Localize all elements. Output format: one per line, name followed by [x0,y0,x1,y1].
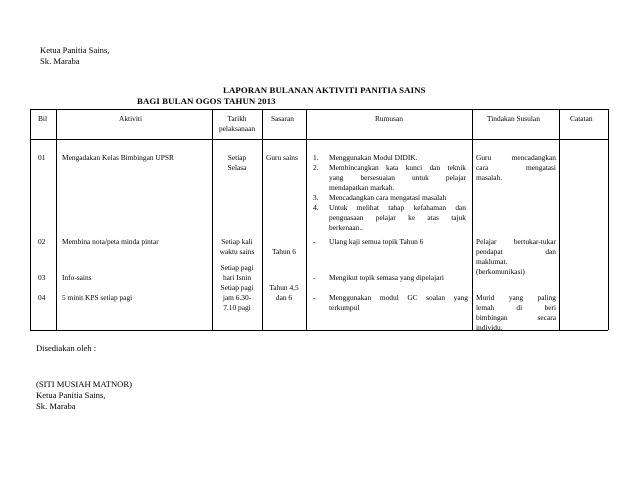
rumusan-item [313,153,468,163]
tindakan-line: (berkomunikasi) [476,267,525,276]
row2-rumusan: Ulang kaji semua topik Tahun 6 [329,237,424,246]
header-school: Sk. Maraba [40,56,80,66]
row4-rumusan-dash: - [313,293,316,302]
rumusan-line [313,183,468,193]
row4-sasaran: Tahun 4,5 [269,283,299,292]
tindakan-line: Murid yang paling [476,293,556,302]
row3-rumusan: Mengikut topik semasa yang dipelajari [329,273,444,282]
rumusan-text: penguasaan pelajar ke atas tajuk [329,213,466,222]
row4-tarikh-sub: 7.10 pagi [223,303,251,312]
column-divider [559,109,560,330]
row2-aktiviti: Membina nota/peta minda pintar [62,237,159,246]
rumusan-item [313,163,468,173]
tindakan-line: pendapat dan [476,247,556,256]
table-header-border [30,139,608,140]
row1-aktiviti: Mengadakan Kelas Bimbingan UPSR [62,153,174,162]
tindakan-line: lemah di beri [476,303,556,312]
rumusan-number: 4. [313,203,319,212]
rumusan-line: Menggunakan modul GC soalan yang [329,293,468,302]
signatory-role: Ketua Panitia Sains, [36,390,106,400]
tindakan-line: maklumat. [476,257,508,266]
row2-tindakan [476,237,556,277]
row4-tarikh-sub: jam 6.30- [222,293,252,302]
rumusan-text: mendapatkan markah. [329,183,395,192]
row3-rumusan-dash: - [313,273,316,282]
tindakan-line: masalah. [476,173,503,182]
rumusan-line [313,223,468,233]
prepared-by-label: Disediakan oleh : [36,343,97,353]
tindakan-line: Guru mencadangkan [476,153,556,162]
rumusan-number: 2. [313,163,319,172]
row1-rumusan [313,153,468,233]
row3-bil: 03 [38,273,46,282]
row3-tarikh-sub: hari Isnin [222,273,252,282]
row3-aktiviti: Info-sains [62,273,92,282]
row1-tarikh-sub: Selasa [227,163,247,172]
rumusan-text: Mencadangkan cara mengatasi masalah [329,193,447,202]
table-border-left [30,109,31,330]
row4-sasaran-sub: dan 6 [275,293,293,302]
row4-bil: 04 [38,293,46,302]
row1-bil: 01 [38,153,46,162]
column-divider [306,109,307,330]
row1-tarikh: Setiap [227,153,247,162]
column-divider [472,109,473,330]
rumusan-text: Membincangkan kata kunci dan teknik [329,163,466,172]
rumusan-item [313,193,468,203]
rumusan-number: 1. [313,153,319,162]
column-header-sasaran: Sasaran [271,114,294,123]
row2-tarikh: Setiap kali [221,237,253,246]
tindakan-line: individu. [476,323,503,332]
column-header-tarikh: Tarikh [227,114,247,123]
table-top-border [30,109,608,110]
signatory-name: (SITI MUSIAH MATNOR) [36,379,132,389]
column-header-tarikh-sub: pelaksanaan [218,124,256,133]
tindakan-line: cara mengatasi [476,163,556,172]
row1-tindakan [476,153,556,183]
tindakan-line: bimbingan secara [476,313,556,322]
report-title: LAPORAN BULANAN AKTIVITI PANITIA SAINS [223,85,426,95]
row4-tindakan [476,293,556,333]
row4-aktiviti: 5 minit KPS setiap pagi [62,293,133,302]
rumusan-text: berkenaan.. [329,223,364,232]
signatory-school: Sk. Maraba [36,401,76,411]
row3-tarikh: Setiap pagi [220,263,254,272]
column-divider [56,109,57,330]
column-header-aktiviti: Aktiviti [119,114,142,123]
rumusan-number: 3. [313,193,319,202]
row2-tarikh-sub: waktu sains [219,247,255,256]
row2-rumusan-dash: - [313,237,316,246]
row1-sasaran: Guru sains [266,153,298,162]
rumusan-line: terkumpul [329,303,360,312]
column-header-tindakan: Tindakan Susulan [487,114,540,123]
rumusan-text: Menggunakan Modul DIDIK. [329,153,418,162]
rumusan-line [313,213,468,223]
column-header-catatan: Catatan [570,114,593,123]
column-header-rumusan: Rumusan [375,114,403,123]
rumusan-line [313,173,468,183]
row2-bil: 02 [38,237,46,246]
row4-rumusan [329,293,468,313]
rumusan-text: Untuk melihat tahap kefahaman dan [329,203,466,212]
header-role: Ketua Panitia Sains, [40,45,110,55]
rumusan-item [313,203,468,213]
report-subtitle: BAGI BULAN OGOS TAHUN 2013 [137,96,276,106]
rumusan-text: yang bersesuaian untuk pelajar [329,173,466,182]
tindakan-line: Pelajar bertukar-tukar [476,237,556,246]
row4-tarikh: Setiap pagi [220,283,254,292]
table-border-right [608,109,609,330]
row2-sasaran: Tahun 6 [272,247,296,256]
column-header-bil: Bil [38,114,48,123]
